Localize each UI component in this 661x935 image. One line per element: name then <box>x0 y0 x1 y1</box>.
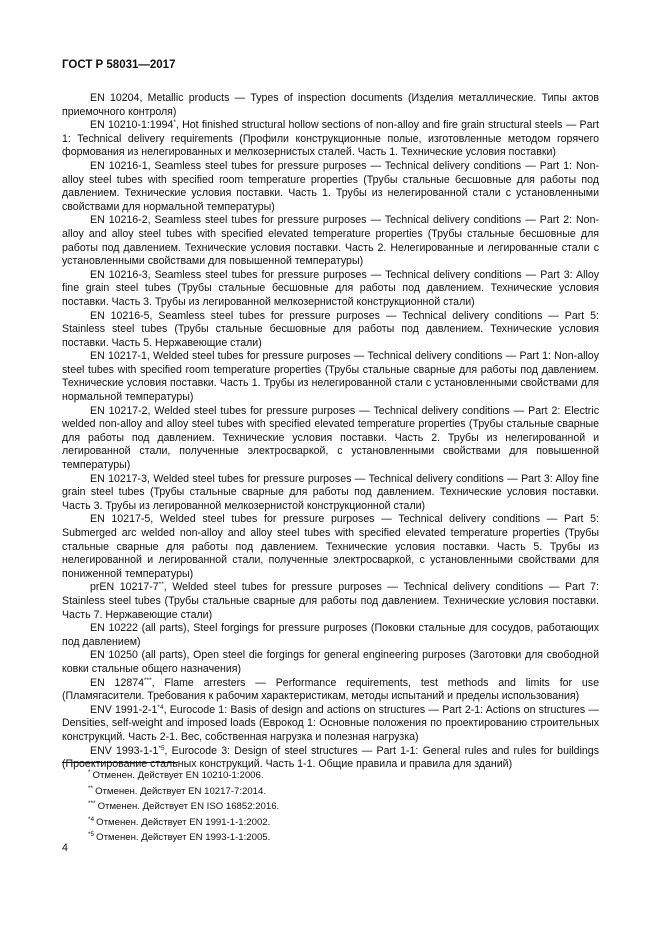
reference-item <box>62 649 599 676</box>
footnote-text: Отменен. Действует EN ISO 16852:2016. <box>97 801 280 813</box>
footnote-separator <box>62 762 178 763</box>
reference-code: EN 10217-2 <box>90 404 148 417</box>
reference-code: EN 10217-3 <box>90 472 147 485</box>
document-header: ГОСТ Р 58031—2017 <box>62 59 176 71</box>
reference-item <box>62 513 599 581</box>
footnote-mark: *** <box>88 800 96 808</box>
footnote-mark: ** <box>158 581 164 589</box>
reference-item <box>62 473 599 514</box>
reference-code: EN 10222 (all parts) <box>90 622 187 635</box>
reference-text: , Welded steel tubes for pressure purposes — Technical delivery conditions — Part 5: Submerged arc welded non-alloy and alloy steel tubes with specified elevated temperature properties (Трубы стальные сварные для работы под давлением. Технические условия поставки. Часть 5. Трубы из нелегированной и легированной стали, полученные электросваркой, с установленными свойствами для пониженной температуры) <box>62 513 599 580</box>
reference-code: EN 10204 <box>90 92 140 104</box>
reference-code: EN 10250 (all parts) <box>90 649 187 662</box>
footnote <box>88 815 279 831</box>
reference-code: EN 10216-3 <box>90 268 148 281</box>
reference-item <box>62 160 599 214</box>
reference-text: , Hot finished structural hollow sections of non-alloy and fire grain structural steels — Part 1: Technical delivery requirements (Профили конструкционные полые, изготовленные методом горячего формования из нелегированных и мелкозернистых сталей. Часть 1. Технические условия поставки) <box>62 119 599 159</box>
reference-text: , Welded steel tubes for pressure purposes — Technical delivery conditions — Part 2: Electric welded non-alloy and alloy steel tubes with specified elevated temperature properties (Трубы стальные сварные для работы под давлением. Технические условия поставки. Часть 2. Трубы из нелегированной и легированной стали, полученные электросваркой, с установленными свойствами для повышенной температуры) <box>62 404 599 472</box>
reference-code: EN 10216-2 <box>90 214 148 227</box>
reference-item <box>62 119 599 160</box>
reference-text: , Metallic products — Types of inspection documents (Изделия металлические. Типы актов приемочного контроля) <box>62 92 600 118</box>
footnote <box>88 799 279 815</box>
reference-text: , Welded steel tubes for pressure purposes — Technical delivery conditions — Part 3: Alloy fine grain steel tubes (Трубы стальные сварные для работы под давлением. Технические условия поставки. Часть 3. Трубы из легированной мелкозернистой конструкционной стали) <box>62 472 599 512</box>
footnote-text: Отменен. Действует EN 1991-1-1:2002. <box>96 816 271 828</box>
footnote <box>88 784 279 800</box>
reference-text: , Flame arresters — Performance requirements, test methods and limits for use (Пламягасители. Требования к рабочим характеристикам, методы испытаний и пределы использования) <box>62 676 599 703</box>
footnote-mark: * <box>88 769 91 776</box>
page-number: 4 <box>62 842 68 854</box>
reference-code: prEN 10217-7 <box>90 581 159 594</box>
reference-text: , Seamless steel tubes for pressure purposes — Technical delivery conditions — Part 2: Non-alloy and alloy steel tubes with specified elevated temperature properties (Трубы стальные бесшовные для работы под давлением. Технические условия поставки. Часть 2. Нелегированные и легированные стали с установленными свойствами для повышенной температуры) <box>62 214 599 268</box>
references-list <box>62 92 599 772</box>
footnote-mark: ** <box>88 784 94 792</box>
footnote-text: Отменен. Действует EN 10210-1:2006. <box>92 770 264 781</box>
reference-item <box>62 350 599 404</box>
reference-item <box>62 214 599 268</box>
reference-item <box>62 269 599 310</box>
reference-text: , Seamless steel tubes for pressure purposes — Technical delivery conditions — Part 3: Alloy fine grain steel tubes (Трубы стальные бесшовные для работы под давлением. Технические условия поставки. Часть 3. Трубы из легированной мелкозернистой конструкционной стали) <box>62 268 600 308</box>
reference-item <box>62 92 599 119</box>
reference-code: EN 10217-1 <box>90 350 147 363</box>
reference-code: EN 10216-5 <box>90 309 150 322</box>
reference-text: , Open steel die forgings for general engineering purposes (Заготовки для свободной ковки стальные общего назначения) <box>62 649 599 675</box>
footnote-mark: *5 <box>88 831 95 839</box>
footnote <box>88 768 279 784</box>
footnote-mark: *** <box>144 676 152 684</box>
reference-text: , Seamless steel tubes for pressure purposes — Technical delivery conditions — Part 1: Non-alloy steel tubes with specified room temperature properties (Трубы стальные бесшовные для работы под давлением. Технические условия поставки. Часть 1. Трубы из нелегированной стали с установленными свойствами для нормальной температуры) <box>62 159 599 213</box>
reference-text: , Steel forgings for pressure purposes (Поковки стальные для сосудов, работающих под давлением) <box>62 622 600 648</box>
reference-code: EN 12874 <box>90 676 145 689</box>
reference-code: ENV 1993-1-1 <box>90 744 159 757</box>
reference-item <box>62 704 599 745</box>
reference-text: , Welded steel tubes for pressure purposes — Technical delivery conditions — Part 1: Non-alloy steel tubes with specified room temperature properties (Трубы стальные сварные для работы под давлением. Технические условия поставки. Часть 1. Трубы из нелегированной стали с установленными свойствами для нормальной температуры) <box>62 350 599 404</box>
reference-text: , Eurocode 1: Basis of design and actions on structures — Part 2-1: Actions on structures — Densities, self-weight and imposed loads (Еврокод 1: Основные положения по проектированию строительных конструкций. Часть 2-1. Вес, собственная нагрузка и полезная нагрузка) <box>62 703 600 743</box>
reference-code: EN 10216-1 <box>90 159 148 172</box>
footnote-mark: *5 <box>158 744 165 752</box>
reference-item <box>62 581 599 622</box>
reference-code: ENV 1991-2-1 <box>90 703 158 716</box>
footnote-mark: * <box>173 119 176 127</box>
reference-text: , Seamless steel tubes for pressure purposes — Technical delivery conditions — Part 5: Stainless steel tubes (Трубы стальные бесшовные для работы под давлением. Технические условия поставки. Часть 5. Нержавеющие стали) <box>62 309 599 349</box>
reference-text: , Welded steel tubes for pressure purposes — Technical delivery conditions — Part 7: Stainless steel tubes (Трубы стальные сварные для работы под давлением. Технические условия поставки. Часть 7. Нержавеющие стали) <box>62 581 599 621</box>
reference-code: EN 10210-1:1994 <box>90 119 174 132</box>
reference-item <box>62 622 599 649</box>
footnote-mark: *4 <box>157 703 164 711</box>
footnotes <box>88 768 279 846</box>
reference-item <box>62 405 599 473</box>
reference-item <box>62 677 599 704</box>
footnote-text: Отменен. Действует EN 10217-7:2014. <box>95 785 267 797</box>
footnote <box>88 830 279 846</box>
footnote-mark: *4 <box>88 815 95 823</box>
reference-item <box>62 310 599 351</box>
reference-text: , Eurocode 3: Design of steel structures — Part 1-1: General rules and rules for buildings (Проектирование стальных конструкций. Часть 1-1. Общие правила и правила для зданий) <box>62 744 599 771</box>
reference-code: EN 10217-5 <box>90 513 151 526</box>
footnote-text: Отменен. Действует EN 1993-1-1:2005. <box>96 832 271 844</box>
